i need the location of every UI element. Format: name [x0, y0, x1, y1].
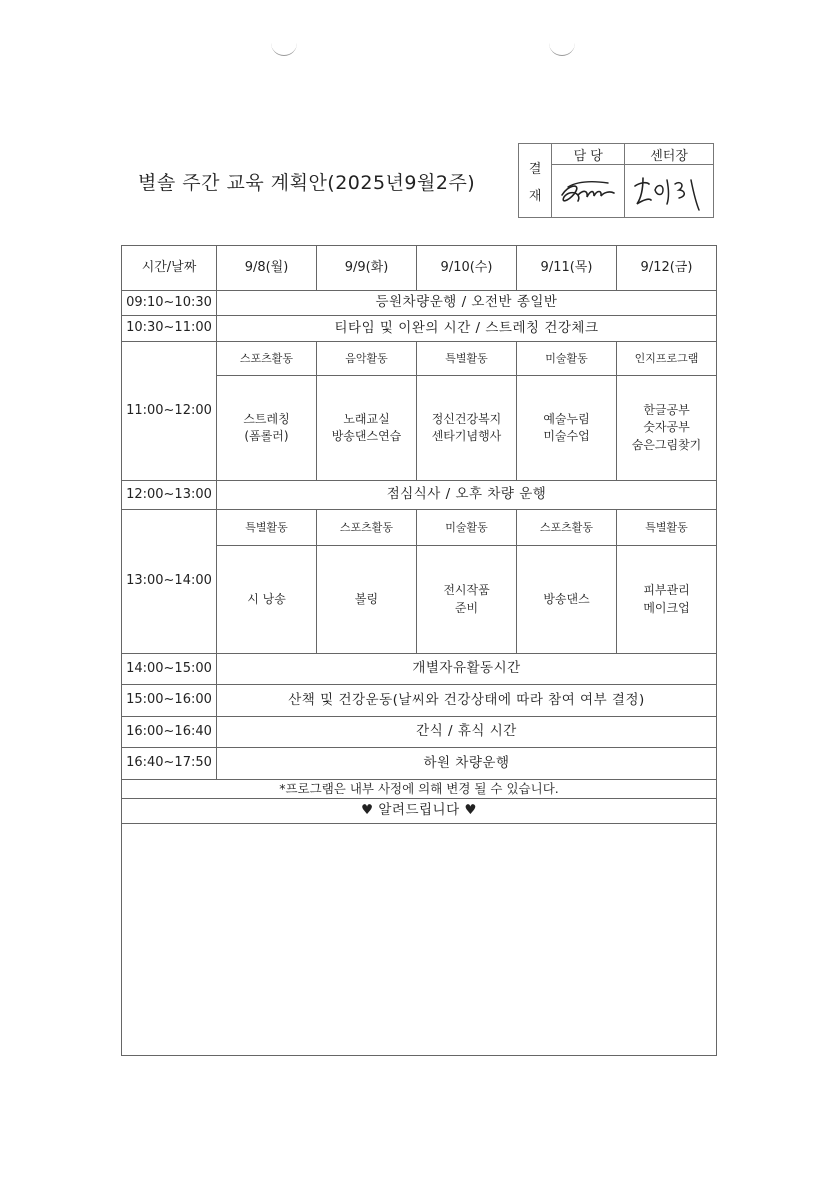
header-time-date: 시간/날짜: [122, 246, 217, 291]
activity-cell: 예술누림 미술수업: [517, 376, 617, 481]
header-day-fri: 9/12(금): [617, 246, 717, 291]
header-day-thu: 9/11(목): [517, 246, 617, 291]
approval-side-label: 결 재: [519, 144, 552, 218]
category-cell: 미술활동: [417, 510, 517, 546]
schedule-cell: 점심식사 / 오후 차량 운행: [217, 481, 717, 510]
activity-cell: 시 낭송: [217, 546, 317, 654]
table-row: [122, 748, 717, 780]
approval-box: [518, 143, 714, 218]
director-signature: [625, 165, 714, 218]
time-cell: 12:00~13:00: [122, 481, 217, 510]
punch-hole-right: [549, 30, 575, 56]
time-cell: 10:30~11:00: [122, 316, 217, 342]
table-row: [122, 685, 717, 717]
category-cell: 인지프로그램: [617, 342, 717, 376]
activity-cell: 스트레칭 (폼롤러): [217, 376, 317, 481]
time-cell: 13:00~14:00: [122, 510, 217, 654]
weekly-plan-table: [121, 245, 717, 1056]
page-title: 별솔 주간 교육 계획안(2025년9월2주): [138, 172, 476, 194]
notice-body: [122, 824, 717, 1056]
schedule-cell: 간식 / 휴식 시간: [217, 717, 717, 748]
table-row: [122, 481, 717, 510]
schedule-cell: 개별자유활동시간: [217, 654, 717, 685]
activity-cell: 노래교실 방송댄스연습: [317, 376, 417, 481]
time-cell: 16:40~17:50: [122, 748, 217, 780]
table-header-row: [122, 246, 717, 291]
category-row: [122, 342, 717, 376]
notice-header-row: [122, 799, 717, 824]
category-cell: 음악활동: [317, 342, 417, 376]
category-cell: 미술활동: [517, 342, 617, 376]
time-cell: 09:10~10:30: [122, 291, 217, 316]
approval-manager-label: 담 당: [552, 144, 625, 165]
table-row: [122, 654, 717, 685]
category-cell: 특별활동: [417, 342, 517, 376]
schedule-cell: 하원 차량운행: [217, 748, 717, 780]
activity-cell: 피부관리 메이크업: [617, 546, 717, 654]
footnote: *프로그램은 내부 사정에 의해 변경 될 수 있습니다.: [122, 780, 717, 799]
table-row: [122, 316, 717, 342]
category-cell: 특별활동: [217, 510, 317, 546]
notice-body-row: [122, 824, 717, 1056]
activity-cell: 전시작품 준비: [417, 546, 517, 654]
category-cell: 스포츠활동: [217, 342, 317, 376]
activity-cell: 한글공부 숫자공부 숨은그림찾기: [617, 376, 717, 481]
category-row: [122, 510, 717, 546]
time-cell: 16:00~16:40: [122, 717, 217, 748]
time-cell: 14:00~15:00: [122, 654, 217, 685]
activity-cell: 방송댄스: [517, 546, 617, 654]
footnote-row: [122, 780, 717, 799]
header-day-mon: 9/8(월): [217, 246, 317, 291]
table-row: [122, 291, 717, 316]
schedule-cell: 산책 및 건강운동(날씨와 건강상태에 따라 참여 여부 결정): [217, 685, 717, 717]
activity-cell: 정신건강복지 센타기념행사: [417, 376, 517, 481]
table-row: [122, 717, 717, 748]
header-day-wed: 9/10(수): [417, 246, 517, 291]
activity-cell: 볼링: [317, 546, 417, 654]
category-cell: 스포츠활동: [517, 510, 617, 546]
category-cell: 특별활동: [617, 510, 717, 546]
punch-hole-left: [271, 30, 297, 56]
schedule-cell: 티타임 및 이완의 시간 / 스트레칭 건강체크: [217, 316, 717, 342]
time-cell: 11:00~12:00: [122, 342, 217, 481]
approval-director-label: 센터장: [625, 144, 714, 165]
schedule-cell: 등원차량운행 / 오전반 종일반: [217, 291, 717, 316]
header-day-tue: 9/9(화): [317, 246, 417, 291]
manager-signature: [552, 165, 625, 218]
category-cell: 스포츠활동: [317, 510, 417, 546]
time-cell: 15:00~16:00: [122, 685, 217, 717]
notice-label: ♥ 알려드립니다 ♥: [122, 799, 717, 824]
